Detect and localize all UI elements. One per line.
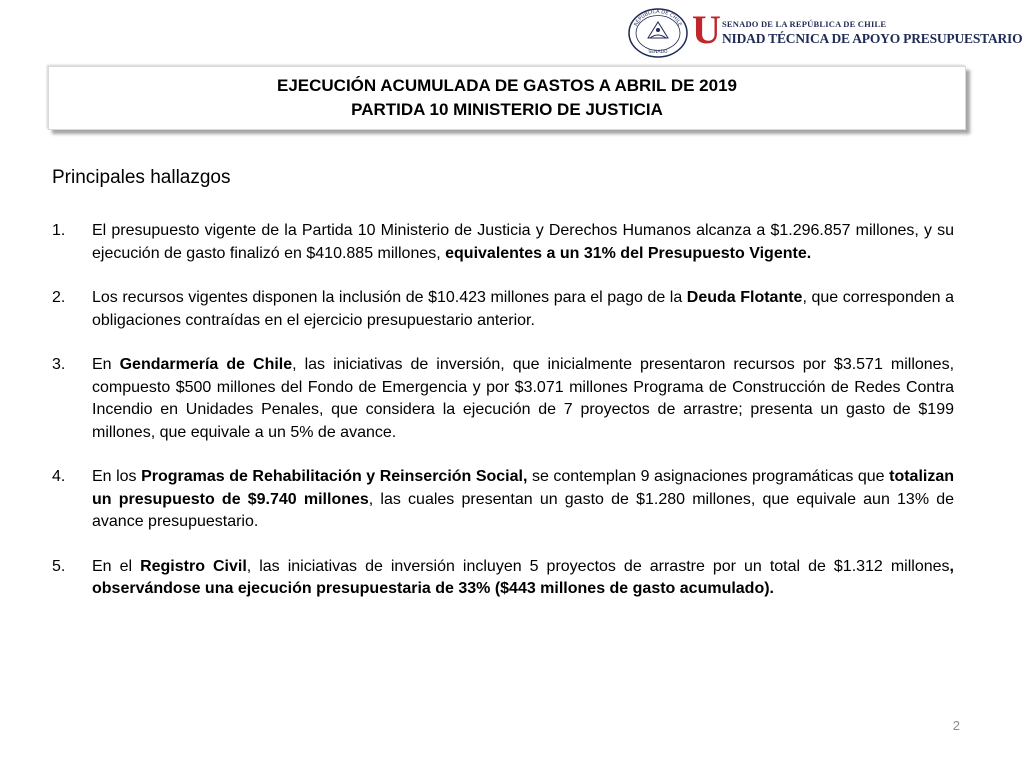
finding-item: [52, 220, 954, 265]
seal-text-top: REPÚBLICA DE CHILE: [633, 8, 683, 28]
seal-text-bottom: SENADO: [648, 50, 668, 55]
title-box: [48, 66, 966, 130]
finding-text: En: [92, 356, 120, 373]
finding-text: , las iniciativas de inversión, que inicialmente presentaron recursos por $3.571 millones, compuesto $500 millones del Fondo de Emergencia y por $3.071 millones Programa de Construcción de Redes Contra Incendio en Unidades Penales, que considera la ejecución de 7 proyectos de arrastre; presenta un gasto de $199 millones, que equivale a un 5% de avance.: [92, 356, 955, 441]
section-title: Principales hallazgos: [52, 167, 231, 188]
finding-text-bold: Gendarmería de Chile: [119, 356, 293, 373]
finding-text: Los recursos vigentes disponen la inclusión de $10.423 millones para el pago de la: [92, 289, 687, 306]
logo-senate-name: SENADO DE LA REPÚBLICA DE CHILE: [722, 19, 887, 29]
finding-text: En los: [92, 468, 142, 485]
page-title-line-2: PARTIDA 10 MINISTERIO DE JUSTICIA: [351, 100, 663, 119]
senate-seal-icon: [628, 8, 688, 58]
finding-item: [52, 287, 954, 332]
finding-text: , las iniciativas de inversión incluyen 5 proyectos de arrastre por un total de $1.312 millones: [246, 557, 950, 575]
finding-number: 4.: [52, 468, 66, 485]
page-title-line-1: EJECUCIÓN ACUMULADA DE GASTOS A ABRIL DE 2019: [276, 76, 737, 95]
finding-number: 2.: [52, 289, 66, 306]
finding-text: se contemplan 9 asignaciones programáticas que: [527, 468, 890, 485]
page-number: 2: [952, 718, 960, 733]
finding-number: 3.: [52, 356, 66, 373]
finding-item: [52, 354, 954, 444]
finding-text: , las cuales presentan un gasto de $1.280 millones, que equivale aun 13% de avance presupuestario.: [92, 490, 955, 530]
finding-text-bold: , observándose una ejecución presupuestaria de 33% ($443 millones de gasto acumulado).: [92, 557, 954, 597]
findings-list: [52, 220, 954, 623]
finding-text-bold: Programas de Rehabilitación y Reinserción Social,: [141, 468, 528, 485]
finding-item: [52, 556, 954, 601]
finding-number: 5.: [52, 557, 66, 575]
senate-logo: [628, 7, 1023, 58]
finding-text: En el: [92, 557, 141, 575]
logo-unit-name: NIDAD TÉCNICA DE APOYO PRESUPUESTARIO: [722, 31, 1023, 46]
logo-initial: U: [692, 7, 721, 52]
finding-text: , que corresponden a obligaciones contraídas en el ejercicio presupuestario anterior.: [92, 289, 954, 329]
finding-number: 1.: [52, 222, 66, 239]
finding-text-bold: equivalentes a un 31% del Presupuesto Vigente.: [445, 244, 812, 262]
finding-text-bold: Registro Civil: [140, 557, 247, 575]
finding-text-bold: Deuda Flotante: [686, 289, 803, 306]
finding-item: [52, 466, 954, 534]
finding-text: El presupuesto vigente de la Partida 10 Ministerio de Justicia y Derechos Humanos alcanza a $1.296.857 millones, y su ejecución de gasto finalizó en $410.885 millones,: [92, 222, 954, 262]
finding-text-bold: totalizan un presupuesto de $9.740 millones: [92, 468, 955, 508]
